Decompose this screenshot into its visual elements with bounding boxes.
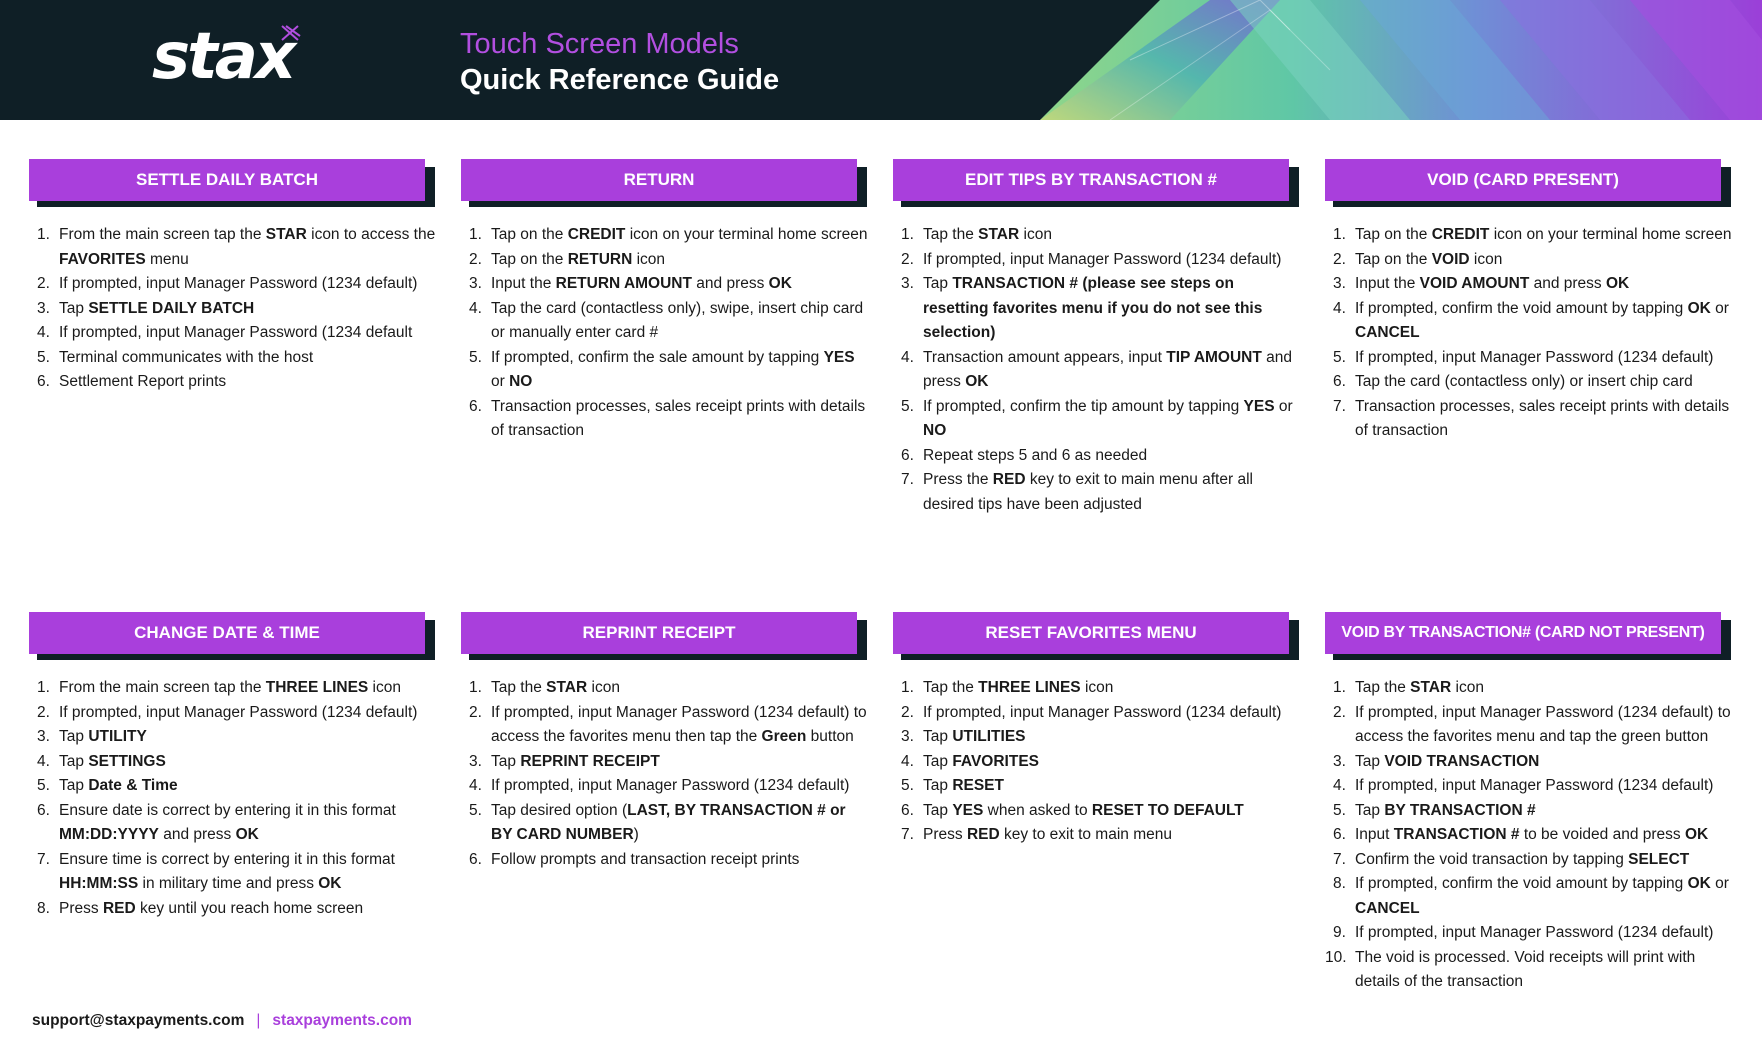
step-item [1325,370,1733,395]
step-item [893,774,1301,799]
step-text: If prompted, confirm the void amount by tapping OK or CANCEL [1355,875,1729,917]
page-title: Quick Reference Guide [460,64,780,96]
step-number: 6. [1333,826,1346,843]
step-number: 4. [469,777,482,794]
step-text: If prompted, input Manager Password (1234 default) [1355,924,1714,941]
step-item [461,676,869,701]
step-item [893,799,1301,824]
step-number: 1. [901,679,914,696]
step-number: 4. [37,324,50,341]
step-text: Ensure time is correct by entering it in this format HH:MM:SS in military time and press OK [59,850,395,892]
step-item [29,701,437,726]
step-text: Tap UTILITIES [923,728,1026,745]
step-text: Press RED key to exit to main menu [923,826,1172,843]
step-number: 7. [901,826,914,843]
step-item [1325,272,1733,297]
step-text: Transaction processes, sales receipt prints with details of transaction [491,397,866,439]
step-number: 1. [37,679,50,696]
step-text: Tap the card (contactless only), swipe, insert chip card or manually enter card # [491,299,864,341]
step-number: 3. [901,728,914,745]
step-item [461,297,869,346]
card-title: VOID (CARD PRESENT) [1325,159,1721,201]
step-number: 5. [37,777,50,794]
step-item [1325,223,1733,248]
step-item [1325,872,1733,921]
step-number: 3. [1333,275,1346,292]
step-item [461,750,869,775]
step-item [29,750,437,775]
card-return [461,159,869,444]
step-number: 2. [469,703,482,721]
step-number: 10. [1325,948,1347,966]
step-item [29,223,437,272]
step-item [29,346,437,371]
card-title: RESET FAVORITES MENU [893,612,1289,654]
step-item [29,297,437,322]
step-number: 3. [469,752,482,770]
step-item [1325,297,1733,346]
card-header [29,612,429,660]
step-text: Tap FAVORITES [923,752,1040,770]
step-text: Repeat steps 5 and 6 as needed [923,446,1148,464]
step-number: 3. [469,275,482,292]
step-text: If prompted, input Manager Password (1234 default) [59,275,418,292]
step-number: 3. [37,299,50,317]
step-text: If prompted, confirm the tip amount by tapping YES or NO [923,397,1293,439]
step-list [29,223,437,395]
step-list [29,676,437,921]
step-number: 4. [901,752,914,770]
step-item [893,395,1301,444]
step-item [29,676,437,701]
step-item [29,321,437,346]
step-text: Tap TRANSACTION # (please see steps on resetting favorites menu if you do not see this selection) [923,275,1263,341]
step-list [461,676,869,872]
step-text: Confirm the void transaction by tapping SELECT [1355,850,1690,868]
step-number: 3. [901,275,914,292]
step-number: 6. [37,801,50,819]
header-banner [0,0,1762,120]
step-number: 5. [901,397,914,415]
step-number: 5. [1333,348,1346,366]
website-link[interactable]: staxpayments.com [272,1012,412,1029]
step-item [1325,823,1733,848]
step-item [1325,848,1733,873]
step-number: 8. [37,899,50,917]
step-item [893,346,1301,395]
step-number: 2. [469,250,482,268]
step-text: Tap the STAR icon [923,226,1052,243]
step-item [1325,395,1733,444]
step-number: 2. [901,250,914,268]
step-text: Tap desired option (LAST, BY TRANSACTION # or BY CARD NUMBER) [491,801,846,843]
header-decoration [1030,0,1762,120]
card-edit-tips [893,159,1301,517]
step-item [1325,676,1733,701]
card-header [461,159,861,207]
step-item [893,272,1301,346]
step-text: Transaction processes, sales receipt prints with details of transaction [1355,397,1730,439]
step-number: 5. [469,348,482,366]
card-header [1325,612,1725,660]
step-item [29,774,437,799]
step-item [1325,946,1733,995]
step-item [461,774,869,799]
title-block [460,26,779,98]
logo-spark-icon [280,24,302,44]
step-text: If prompted, input Manager Password (1234 default) [923,703,1282,721]
step-text: Settlement Report prints [59,373,227,390]
step-number: 5. [1333,801,1346,819]
support-email-link[interactable]: support@staxpayments.com [32,1012,245,1029]
step-item [461,272,869,297]
step-list [1325,676,1733,995]
card-header [1325,159,1725,207]
card-title: VOID BY TRANSACTION# (CARD NOT PRESENT) [1325,612,1721,654]
step-item [893,248,1301,273]
step-text: The void is processed. Void receipts will print with details of the transaction [1355,948,1696,990]
step-item [29,897,437,922]
step-text: If prompted, input Manager Password (1234 default) [59,703,418,721]
step-item [893,468,1301,517]
step-number: 2. [37,275,50,292]
step-number: 6. [469,397,482,415]
step-text: If prompted, input Manager Password (1234 default) [1355,348,1714,366]
step-number: 6. [901,446,914,464]
step-item [461,395,869,444]
step-number: 1. [469,226,482,243]
step-item [461,701,869,750]
step-number: 2. [901,703,914,721]
step-text: Press the RED key to exit to main menu after all desired tips have been adjusted [923,471,1253,513]
step-number: 1. [901,226,914,243]
step-text: Tap RESET [923,777,1004,794]
step-number: 2. [1333,250,1346,268]
card-change-date-time [29,612,437,921]
step-text: Tap on the VOID icon [1355,250,1503,268]
step-text: Tap BY TRANSACTION # [1355,801,1536,819]
step-text: If prompted, input Manager Password (1234 default) to access the favorites menu and tap the green button [1355,703,1731,745]
step-text: Tap SETTLE DAILY BATCH [59,299,255,317]
step-item [893,823,1301,848]
step-text: Tap VOID TRANSACTION [1355,752,1540,770]
card-reprint-receipt [461,612,869,872]
step-number: 5. [469,801,482,819]
step-item [29,272,437,297]
footer [32,1012,412,1030]
step-number: 1. [37,226,50,243]
step-text: Tap on the CREDIT icon on your terminal home screen [491,226,868,243]
step-text: From the main screen tap the STAR icon to access the FAVORITES menu [59,226,436,268]
step-text: Input the RETURN AMOUNT and press OK [491,275,792,292]
step-number: 3. [1333,752,1346,770]
step-text: Tap YES when asked to RESET TO DEFAULT [923,801,1244,819]
step-number: 7. [37,850,50,868]
step-text: If prompted, confirm the void amount by tapping OK or CANCEL [1355,299,1729,341]
step-number: 6. [901,801,914,819]
step-text: Input TRANSACTION # to be voided and press OK [1355,826,1709,843]
step-text: Tap the STAR icon [491,679,620,696]
step-item [29,370,437,395]
step-item [893,750,1301,775]
card-header [29,159,429,207]
card-title: RETURN [461,159,857,201]
step-number: 4. [1333,777,1346,794]
step-text: Tap REPRINT RECEIPT [491,752,660,770]
step-list [893,223,1301,517]
step-text: Tap the STAR icon [1355,679,1484,696]
step-item [893,725,1301,750]
step-text: Ensure date is correct by entering it in this format MM:DD:YYYY and press OK [59,801,396,843]
step-item [461,799,869,848]
step-item [29,725,437,750]
step-text: If prompted, input Manager Password (1234 default [59,324,413,341]
step-item [1325,774,1733,799]
step-number: 6. [37,373,50,390]
step-item [461,848,869,873]
step-item [1325,248,1733,273]
step-text: Terminal communicates with the host [59,348,314,366]
step-number: 2. [1333,703,1346,721]
step-number: 2. [37,703,50,721]
card-title: REPRINT RECEIPT [461,612,857,654]
step-list [893,676,1301,848]
card-title: SETTLE DAILY BATCH [29,159,425,201]
step-text: If prompted, input Manager Password (1234 default) [491,777,850,794]
step-number: 1. [1333,226,1346,243]
step-number: 7. [1333,397,1346,415]
step-text: Transaction amount appears, input TIP AMOUNT and press OK [923,348,1293,390]
step-text: Tap on the RETURN icon [491,250,666,268]
step-item [29,848,437,897]
step-text: If prompted, input Manager Password (1234 default) [1355,777,1714,794]
step-number: 4. [469,299,482,317]
step-item [1325,750,1733,775]
page-subtitle: Touch Screen Models [460,28,739,60]
card-void-card-present [1325,159,1733,444]
step-number: 4. [37,752,50,770]
step-number: 4. [901,348,914,366]
step-number: 5. [901,777,914,794]
step-list [1325,223,1733,444]
step-text: If prompted, input Manager Password (1234 default) to access the favorites menu then tap the Green button [491,703,867,745]
logo-wordmark: stax [152,20,294,94]
step-text: From the main screen tap the THREE LINES icon [59,679,401,696]
step-text: If prompted, input Manager Password (1234 default) [923,250,1282,268]
step-item [893,701,1301,726]
step-item [461,248,869,273]
step-text: Input the VOID AMOUNT and press OK [1355,275,1630,292]
step-item [893,444,1301,469]
step-text: Tap SETTINGS [59,752,166,770]
step-number: 1. [1333,679,1346,696]
step-item [1325,346,1733,371]
step-number: 7. [901,471,914,488]
step-item [893,223,1301,248]
step-text: Press RED key until you reach home screen [59,899,364,917]
card-title: CHANGE DATE & TIME [29,612,425,654]
step-number: 6. [469,850,482,868]
step-text: If prompted, confirm the sale amount by tapping YES or NO [491,348,855,390]
card-reset-favorites [893,612,1301,848]
step-text: Tap UTILITY [59,728,147,745]
step-text: Tap on the CREDIT icon on your terminal home screen [1355,226,1732,243]
step-text: Follow prompts and transaction receipt prints [491,850,800,868]
step-text: Tap Date & Time [59,777,178,794]
step-number: 1. [469,679,482,696]
card-header [893,159,1293,207]
step-item [893,676,1301,701]
step-item [461,346,869,395]
step-list [461,223,869,444]
step-item [29,799,437,848]
step-number: 6. [1333,373,1346,390]
step-item [1325,701,1733,750]
step-text: Tap the THREE LINES icon [923,679,1114,696]
step-item [1325,799,1733,824]
card-void-by-transaction [1325,612,1733,995]
card-title: EDIT TIPS BY TRANSACTION # [893,159,1289,201]
step-item [1325,921,1733,946]
card-header [461,612,861,660]
step-text: Tap the card (contactless only) or insert chip card [1355,373,1693,390]
card-header [893,612,1293,660]
card-settle-daily-batch [29,159,437,395]
step-number: 7. [1333,850,1346,868]
step-number: 5. [37,348,50,366]
footer-separator: | [256,1012,261,1029]
step-number: 3. [37,728,50,745]
step-number: 8. [1333,875,1346,892]
step-number: 4. [1333,299,1346,317]
step-number: 9. [1333,924,1346,941]
stax-logo [152,22,312,92]
step-item [461,223,869,248]
